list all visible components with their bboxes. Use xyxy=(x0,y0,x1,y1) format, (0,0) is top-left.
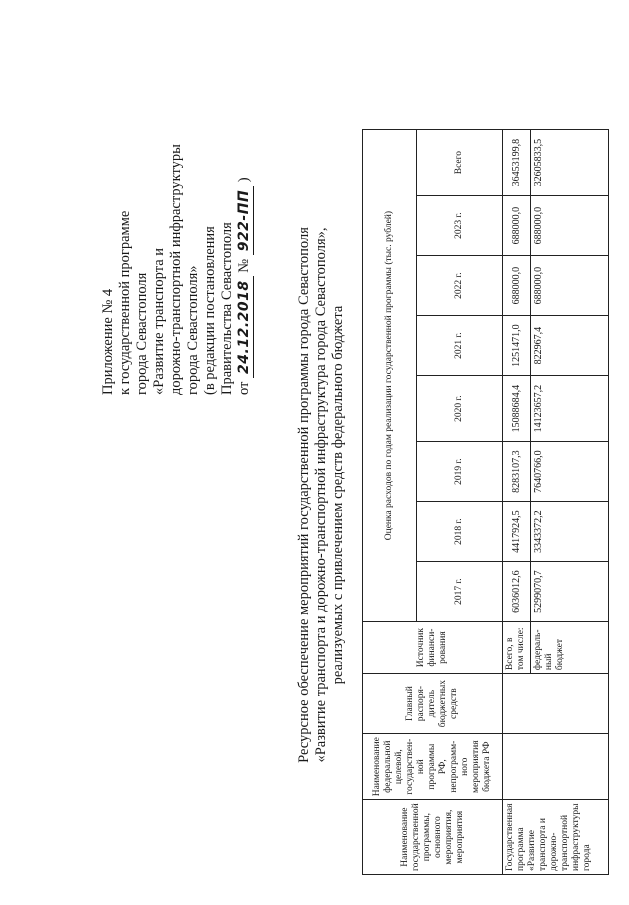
closing-paren: ) xyxy=(236,177,252,183)
header-source: Источник финанси-рования xyxy=(363,622,503,674)
header-year: 2017 г. xyxy=(417,562,503,622)
number-label: № xyxy=(236,258,252,273)
appendix-line: «Развитие транспорта и xyxy=(151,247,167,395)
value-cell: 15088684,4 xyxy=(503,376,531,442)
source-cell: федераль-ный бюджет xyxy=(531,622,609,674)
heading-line: «Развитие транспорта и дорожно-транспортной инфраструктура города Севастополя», xyxy=(313,227,329,763)
program-name-cell: Государственная программа «Развитие транспорта и дорожно-транспортной инфраструктуры города xyxy=(503,800,609,875)
appendix-line: Приложение № 4 xyxy=(100,288,116,395)
appendix-line: дорожно-транспортной инфраструктуры xyxy=(168,144,184,395)
total-cell: 36453199,8 xyxy=(503,130,531,196)
value-cell: 4417924,5 xyxy=(503,502,531,562)
header-estimate: Оценка расходов по годам реализации государственной программы (тыс. рублей) xyxy=(363,130,417,622)
resolution-line xyxy=(236,35,254,395)
header-total: Всего xyxy=(417,130,503,196)
header-year: 2021 г. xyxy=(417,316,503,376)
appendix-line: города Севастополя» xyxy=(185,265,201,395)
federal-target-cell xyxy=(503,734,609,800)
value-cell: 7640766,0 xyxy=(531,442,609,502)
header-year: 2023 г. xyxy=(417,196,503,256)
header-year: 2022 г. xyxy=(417,256,503,316)
heading-line: реализуемых с привлечением средств федерального бюджета xyxy=(330,305,346,685)
appendix-line: (в редакции постановления xyxy=(202,226,218,395)
header-year: 2019 г. xyxy=(417,442,503,502)
resolution-number: 922-ПП xyxy=(236,186,254,255)
resolution-date: 24.12.2018 xyxy=(236,276,254,378)
header-year: 2020 г. xyxy=(417,376,503,442)
value-cell: 822967,4 xyxy=(531,316,609,376)
value-cell: 14123657,2 xyxy=(531,376,609,442)
total-cell: 32605833,5 xyxy=(531,130,609,196)
document-heading xyxy=(296,125,347,865)
value-cell: 688000,0 xyxy=(531,256,609,316)
value-cell: 688000,0 xyxy=(503,256,531,316)
appendix-line: Правительства Севастополя xyxy=(219,222,235,395)
value-cell: 688000,0 xyxy=(531,196,609,256)
header-federal-target: Наименование федеральной целевой, государствен-ной программы РФ, непрограмм-ного мероприятия бюджета РФ xyxy=(363,734,503,800)
value-cell: 6036012,6 xyxy=(503,562,531,622)
heading-line: Ресурсное обеспечение мероприятий государственной программы города Севастополя xyxy=(296,227,312,763)
value-cell: 5299070,7 xyxy=(531,562,609,622)
header-year: 2018 г. xyxy=(417,502,503,562)
main-manager-cell xyxy=(503,674,609,734)
value-cell: 688000,0 xyxy=(503,196,531,256)
source-cell: Всего, в том числе: xyxy=(503,622,531,674)
from-label: от xyxy=(236,381,252,395)
appendix-line: города Севастополя xyxy=(134,272,150,395)
appendix-line: к государственной программе xyxy=(117,210,133,395)
table-row xyxy=(503,130,531,875)
appendix-block xyxy=(100,35,254,395)
value-cell: 3343372,2 xyxy=(531,502,609,562)
value-cell: 8283107,3 xyxy=(503,442,531,502)
header-program-name: Наименование государственной программы, основного мероприятия, мероприятия xyxy=(363,800,503,875)
value-cell: 1251471,0 xyxy=(503,316,531,376)
resource-table xyxy=(362,129,609,875)
header-main-manager: Главный распоря-дитель бюджетных средств xyxy=(363,674,503,734)
